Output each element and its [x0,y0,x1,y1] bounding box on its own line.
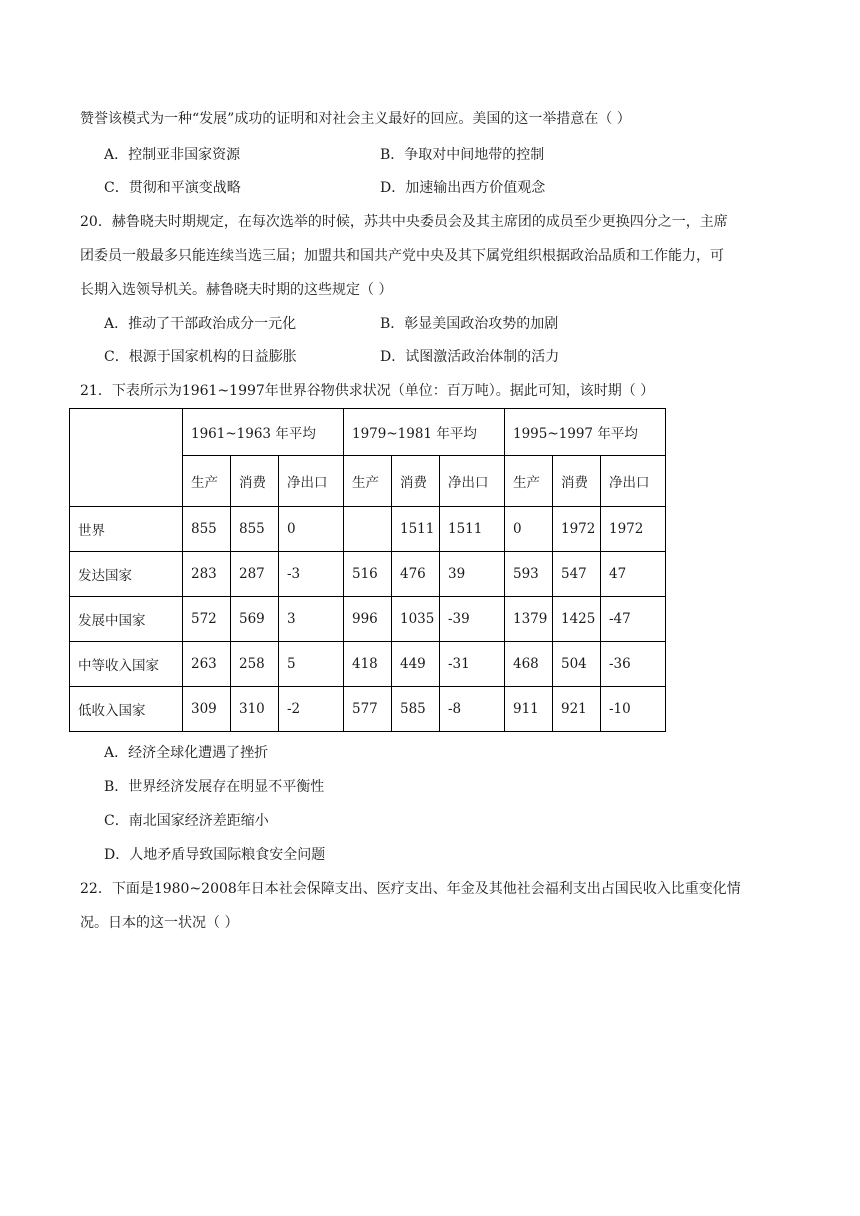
q21-option-a: A．经济全球化遭遇了挫折 [104,745,269,761]
grain-supply-table [69,408,666,732]
q20-option-a: A．推动了干部政治成分一元化 [104,316,297,332]
table-cell: 5 [279,642,344,687]
subheader-production: 生产 [183,456,231,507]
table-cell: 504 [553,642,601,687]
subheader-consumption: 消费 [392,456,440,507]
table-cell: -10 [601,687,666,732]
q22-stem-line-1: 22．下面是1980~2008年日本社会保障支出、医疗支出、年金及其他社会福利支出占国民收入比重变化情 [80,881,741,897]
q20-stem-line-3: 长期入选领导机关。赫鲁晓夫时期的这些规定（ ） [80,282,393,298]
q20-stem-line-1: 20．赫鲁晓夫时期规定，在每次选举的时候，苏共中央委员会及其主席团的成员至少更换四分之一，主席 [80,214,728,230]
q19-option-d: D．加速输出西方价值观念 [380,180,546,196]
table-cell: 921 [553,687,601,732]
table-corner-cell [70,409,183,507]
q20-option-b: B．彰显美国政治攻势的加剧 [380,316,559,332]
period-header: 1979~1981 年平均 [344,409,505,456]
period-header: 1961~1963 年平均 [183,409,344,456]
table-cell: 310 [231,687,279,732]
table-cell: 309 [183,687,231,732]
table-cell: 516 [344,552,392,597]
table-cell: 476 [392,552,440,597]
row-label: 中等收入国家 [70,642,183,687]
table-cell: 283 [183,552,231,597]
table-row [70,687,666,732]
table-cell: 572 [183,597,231,642]
q19-option-b: B．争取对中间地带的控制 [380,147,545,163]
table-row [70,597,666,642]
table-row [70,642,666,687]
q20-option-c: C．根源于国家机构的日益膨胀 [104,349,297,365]
q21-stem: 21．下表所示为1961~1997年世界谷物供求状况（单位：百万吨）。据此可知，该时期（ ） [80,383,655,399]
table-cell: 855 [231,507,279,552]
q20-option-d: D．试图激活政治体制的活力 [380,349,560,365]
table-cell: 996 [344,597,392,642]
table-cell: -31 [440,642,505,687]
subheader-production: 生产 [344,456,392,507]
row-label: 发展中国家 [70,597,183,642]
table-cell: 569 [231,597,279,642]
table-cell: 263 [183,642,231,687]
table-cell: 0 [279,507,344,552]
period-header: 1995~1997 年平均 [505,409,666,456]
table-cell: 468 [505,642,553,687]
table-cell: -47 [601,597,666,642]
table-cell: -8 [440,687,505,732]
table-cell: 1035 [392,597,440,642]
table-row [70,552,666,597]
table-cell: 1511 [440,507,505,552]
q19-option-a: A．控制亚非国家资源 [104,147,241,163]
q19-stem-tail: 赞誉该模式为一种“发展”成功的证明和对社会主义最好的回应。美国的这一举措意在（ ） [80,111,631,127]
table-cell: 1379 [505,597,553,642]
table-cell: 593 [505,552,553,597]
table-cell: 1511 [392,507,440,552]
subheader-consumption: 消费 [553,456,601,507]
table-cell: 911 [505,687,553,732]
subheader-net-export: 净出口 [601,456,666,507]
table-cell: 449 [392,642,440,687]
subheader-net-export: 净出口 [440,456,505,507]
table-row [70,507,666,552]
row-label: 世界 [70,507,183,552]
table-cell: 855 [183,507,231,552]
row-label: 发达国家 [70,552,183,597]
table-cell: 1972 [601,507,666,552]
table-cell: -36 [601,642,666,687]
table-cell: 47 [601,552,666,597]
table-cell: 3 [279,597,344,642]
table-cell: -3 [279,552,344,597]
q19-option-c: C．贯彻和平演变战略 [104,180,241,196]
subheader-production: 生产 [505,456,553,507]
table-cell: 39 [440,552,505,597]
row-label: 低收入国家 [70,687,183,732]
table-cell: 0 [505,507,553,552]
table-cell: -39 [440,597,505,642]
table-cell: 547 [553,552,601,597]
table-cell: 287 [231,552,279,597]
q21-option-d: D．人地矛盾导致国际粮食安全问题 [104,847,326,863]
table-cell: -2 [279,687,344,732]
subheader-net-export: 净出口 [279,456,344,507]
q21-option-c: C．南北国家经济差距缩小 [104,813,269,829]
table-cell: 418 [344,642,392,687]
subheader-consumption: 消费 [231,456,279,507]
q20-stem-line-2: 团委员一般最多只能连续当选三届；加盟共和国共产党中央及其下属党组织根据政治品质和工作能力，可 [80,248,724,264]
table-cell: 577 [344,687,392,732]
table-cell: 258 [231,642,279,687]
table-cell: 1425 [553,597,601,642]
q22-stem-line-2: 况。日本的这一状况（ ） [80,915,239,931]
table-cell: 1972 [553,507,601,552]
q21-option-b: B．世界经济发展存在明显不平衡性 [104,779,325,795]
table-cell [344,507,392,552]
table-cell: 585 [392,687,440,732]
